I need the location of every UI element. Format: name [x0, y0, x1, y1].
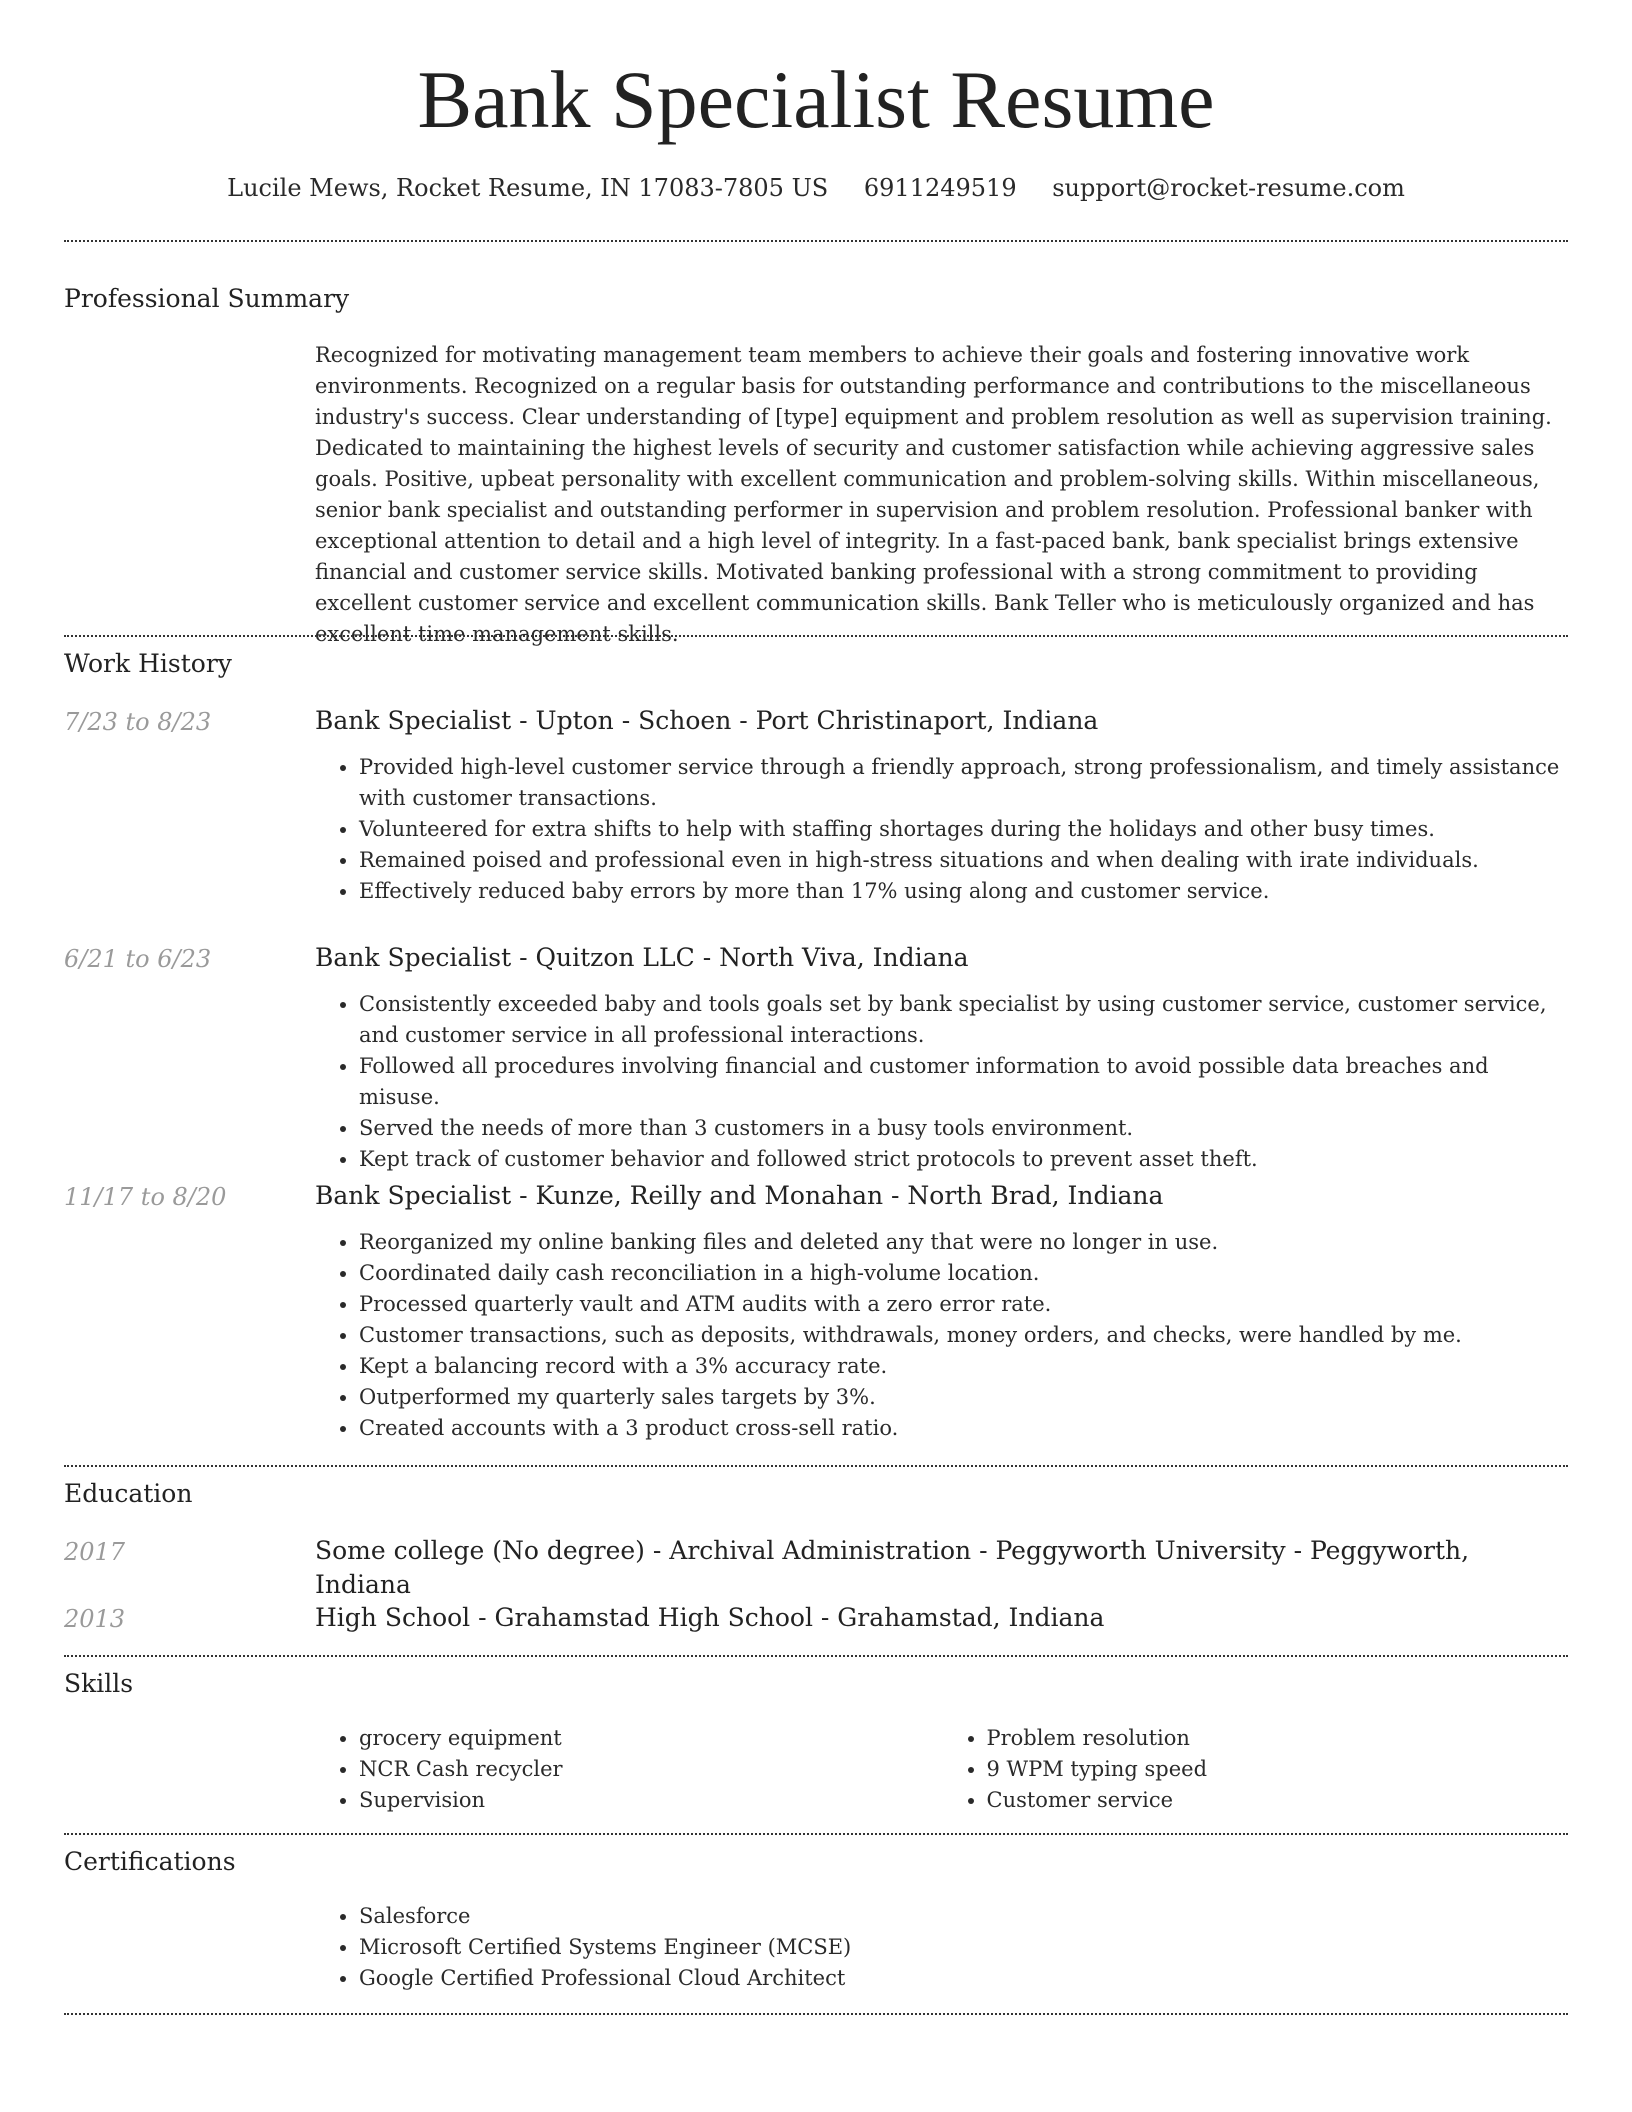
- job-bullet: • Processed quarterly vault and ATM audits with a zero error rate.: [359, 1289, 1570, 1320]
- divider: [64, 2013, 1568, 2015]
- job-bullet: • Kept a balancing record with a 3% accuracy rate.: [359, 1351, 1570, 1382]
- job-bullet: • Consistently exceeded baby and tools goals set by bank specialist by using customer service, customer service, and customer service in all professional interactions.: [359, 989, 1570, 1051]
- skill-item: • NCR Cash recycler: [359, 1754, 943, 1785]
- job-bullet: • Kept track of customer behavior and followed strict protocols to prevent asset theft.: [359, 1144, 1570, 1175]
- job-bullet: • Remained poised and professional even in high-stress situations and when dealing with irate individuals.: [359, 845, 1570, 876]
- section-heading-summary: Professional Summary: [64, 284, 350, 313]
- job-bullet: • Created accounts with a 3 product cross-sell ratio.: [359, 1413, 1570, 1444]
- job-bullet: • Effectively reduced baby errors by more than 17% using along and customer service.: [359, 876, 1570, 907]
- job-title: Bank Specialist - Upton - Schoen - Port Christinaport, Indiana: [315, 706, 1099, 735]
- job-bullet: • Outperformed my quarterly sales targets by 3%.: [359, 1382, 1570, 1413]
- job-title: Bank Specialist - Kunze, Reilly and Monahan - North Brad, Indiana: [315, 1181, 1164, 1210]
- section-heading-certifications: Certifications: [64, 1847, 236, 1876]
- education-text: High School - Grahamstad High School - Grahamstad, Indiana: [315, 1603, 1105, 1632]
- education-entry: [315, 1601, 1570, 1635]
- contact-email: support@rocket-resume.com: [1052, 174, 1405, 202]
- job-dates: 7/23 to 8/23: [64, 708, 212, 736]
- job-bullet: • Volunteered for extra shifts to help with staffing shortages during the holidays and other busy times.: [359, 814, 1570, 845]
- skill-item: • 9 WPM typing speed: [987, 1754, 1571, 1785]
- job-bullets: [315, 752, 1570, 907]
- certification-item: • Salesforce: [359, 1901, 1570, 1932]
- contact-phone: 6911249519: [863, 174, 1017, 202]
- job-bullet: • Served the needs of more than 3 customers in a busy tools environment.: [359, 1113, 1570, 1144]
- contact-address: Lucile Mews, Rocket Resume, IN 17083-7805 US: [227, 174, 829, 202]
- certifications-list: [315, 1901, 1570, 1994]
- summary-block: [315, 340, 1570, 650]
- skill-item: • Supervision: [359, 1785, 943, 1816]
- skill-item: • Customer service: [987, 1785, 1571, 1816]
- job-entry: [315, 1179, 1570, 1444]
- job-entry: [315, 941, 1570, 1175]
- divider: [64, 1655, 1568, 1657]
- job-dates: 11/17 to 8/20: [64, 1183, 227, 1211]
- education-text: Some college (No degree) - Archival Administration - Peggyworth University - Peggyworth, Indiana: [315, 1536, 1470, 1599]
- certification-item: • Microsoft Certified Systems Engineer (MCSE): [359, 1932, 1570, 1963]
- skill-item: • Problem resolution: [987, 1723, 1571, 1754]
- certification-item: • Google Certified Professional Cloud Architect: [359, 1963, 1570, 1994]
- education-year: 2013: [64, 1605, 126, 1633]
- job-title: Bank Specialist - Quitzon LLC - North Viva, Indiana: [315, 943, 969, 972]
- job-bullet: • Provided high-level customer service through a friendly approach, strong professionalism, and timely assistance with customer transactions.: [359, 752, 1570, 814]
- education-entry: [315, 1534, 1570, 1602]
- education-year: 2017: [64, 1538, 126, 1566]
- summary-text: Recognized for motivating management team members to achieve their goals and fostering innovative work environments. Recognized on a regular basis for outstanding performance and contributions to the miscellaneous industry's success. Clear understanding of [type] equipment and problem resolution as well as supervision training. Dedicated to maintaining the highest levels of security and customer satisfaction while achieving aggressive sales goals. Positive, upbeat personality with excellent communication and problem-solving skills. Within miscellaneous, senior bank specialist and outstanding performer in supervision and problem resolution. Professional banker with exceptional attention to detail and a high level of integrity. In a fast-paced bank, bank specialist brings extensive financial and customer service skills. Motivated banking professional with a strong commitment to providing excellent customer service and excellent communication skills. Bank Teller who is meticulously organized and has excellent time management skills.: [315, 343, 1552, 646]
- divider: [64, 1465, 1568, 1467]
- skills-block: [315, 1723, 1570, 1816]
- job-entry: [315, 704, 1570, 907]
- section-heading-education: Education: [64, 1479, 193, 1508]
- job-bullets: [315, 989, 1570, 1175]
- divider: [64, 1833, 1568, 1835]
- job-bullets: [315, 1227, 1570, 1444]
- skills-list-left: [315, 1723, 943, 1816]
- job-bullet: • Coordinated daily cash reconciliation in a high-volume location.: [359, 1258, 1570, 1289]
- certifications-block: [315, 1901, 1570, 1994]
- job-bullet: • Customer transactions, such as deposits, withdrawals, money orders, and checks, were handled by me.: [359, 1320, 1570, 1351]
- skills-columns: [315, 1723, 1570, 1816]
- skills-list-right: [943, 1723, 1571, 1816]
- resume-title: Bank Specialist Resume: [417, 54, 1215, 145]
- job-bullet: • Followed all procedures involving financial and customer information to avoid possible data breaches and misuse.: [359, 1051, 1570, 1113]
- divider: [64, 240, 1568, 242]
- skill-item: • grocery equipment: [359, 1723, 943, 1754]
- job-dates: 6/21 to 6/23: [64, 945, 212, 973]
- divider: [64, 635, 1568, 637]
- contact-line: [0, 172, 1632, 204]
- section-heading-skills: Skills: [64, 1669, 134, 1698]
- section-heading-work: Work History: [64, 649, 232, 678]
- job-bullet: • Reorganized my online banking files and deleted any that were no longer in use.: [359, 1227, 1570, 1258]
